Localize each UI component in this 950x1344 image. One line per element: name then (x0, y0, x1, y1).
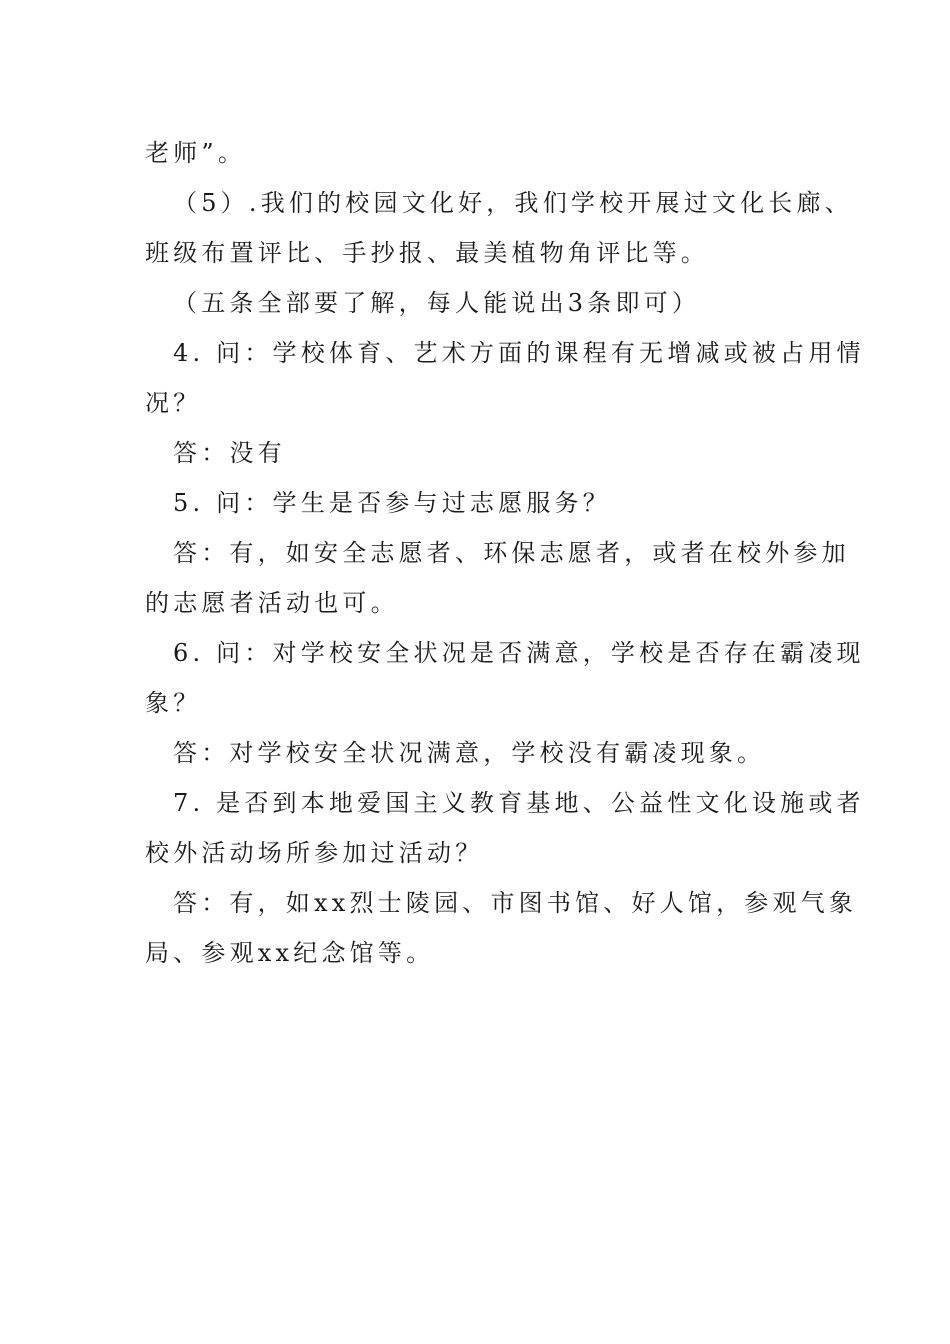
text-line: 况？ (145, 389, 202, 417)
question-line: 4. 问：学校体育、艺术方面的课程有无增减或被占用情 (173, 339, 865, 367)
answer-line: 答：有，如xx烈士陵园、市图书馆、好人馆，参观气象 (173, 889, 858, 917)
question-line: 7. 是否到本地爱国主义教育基地、公益性文化设施或者 (173, 789, 865, 817)
text-line: （五条全部要了解，每人能说出3条即可） (173, 289, 701, 317)
answer-line: 答：对学校安全状况满意，学校没有霸凌现象。 (173, 739, 766, 767)
answer-line: 答：有，如安全志愿者、环保志愿者，或者在校外参加 (173, 539, 850, 567)
text-line: 的志愿者活动也可。 (145, 589, 399, 617)
text-line: 局、参观xx纪念馆等。 (145, 939, 435, 967)
text-line: 校外活动场所参加过活动？ (145, 839, 484, 867)
document-body (145, 128, 865, 978)
text-line: （5）.我们的校园文化好，我们学校开展过文化长廊、 (173, 189, 853, 217)
text-line: 班级布置评比、手抄报、最美植物角评比等。 (145, 239, 709, 267)
question-line: 5. 问：学生是否参与过志愿服务？ (173, 489, 611, 517)
text-line: 老师”。 (145, 139, 247, 167)
text-line: 象？ (145, 689, 202, 717)
answer-line: 答：没有 (173, 439, 286, 467)
question-line: 6. 问：对学校安全状况是否满意，学校是否存在霸凌现 (173, 639, 865, 667)
